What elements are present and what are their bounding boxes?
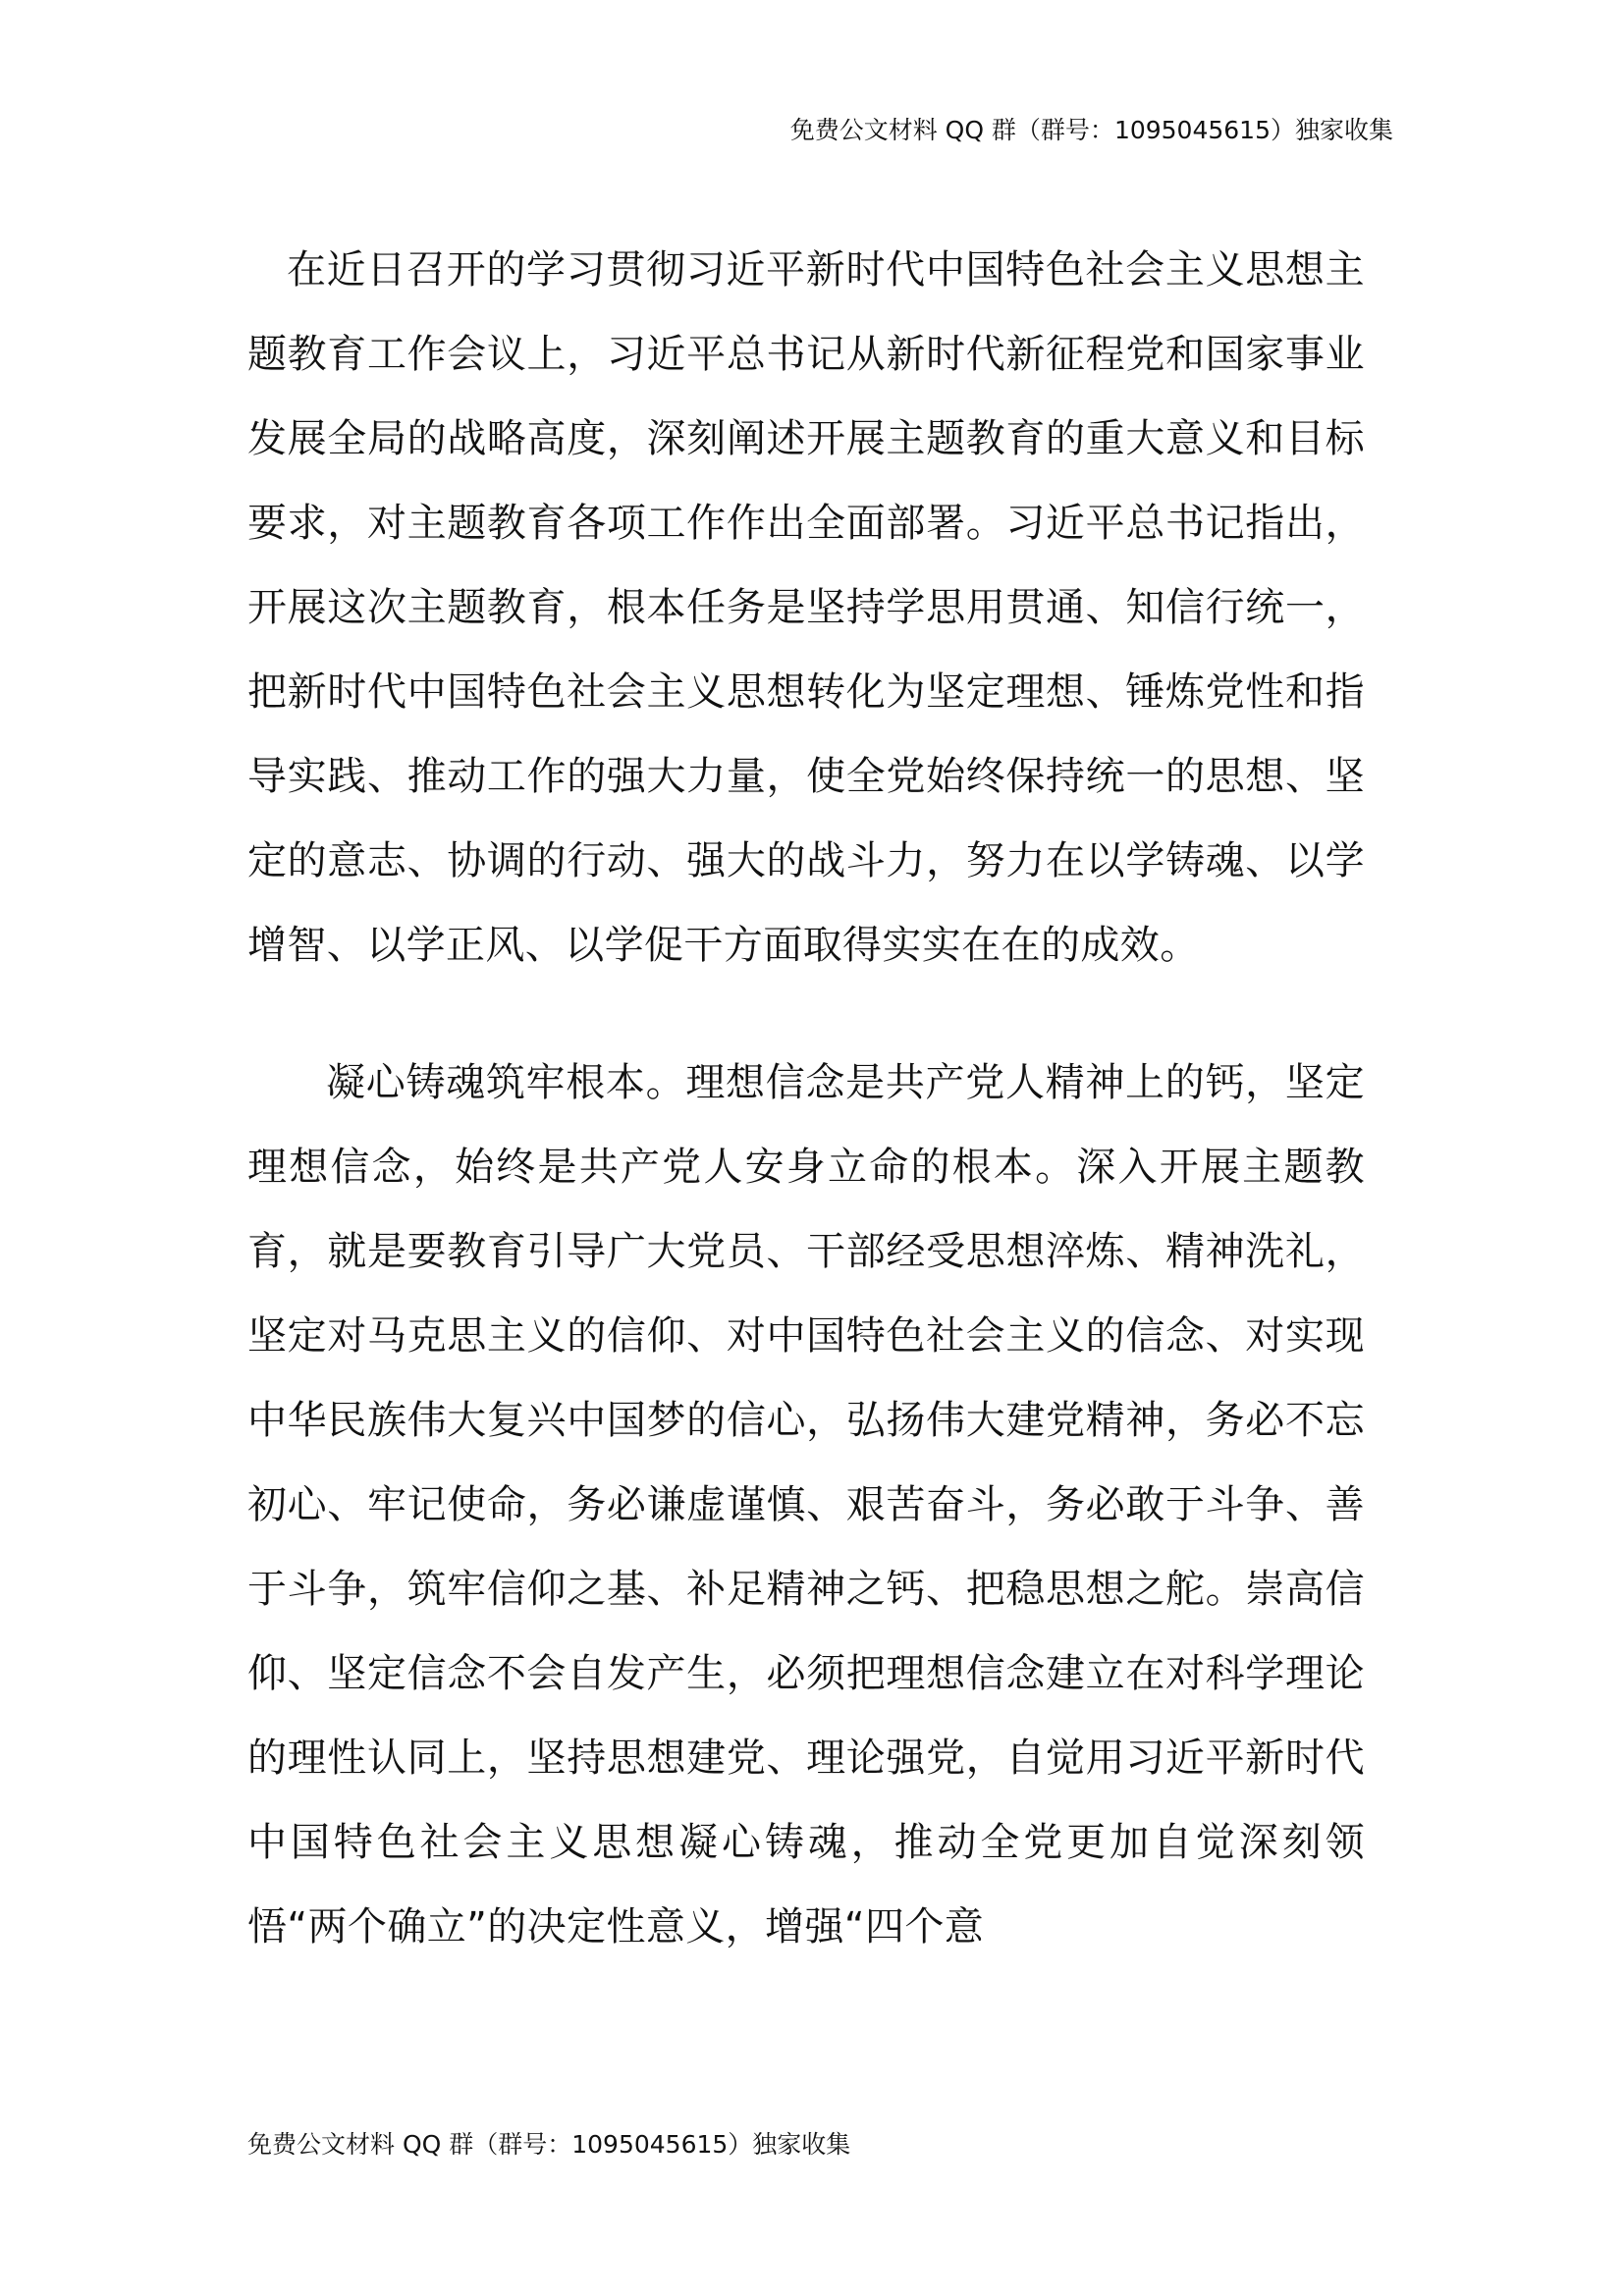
paragraph-section-1: 凝心铸魂筑牢根本。理想信念是共产党人精神上的钙，坚定理想信念，始终是共产党人安身立命的根本。深入开展主题教育，就是要教育引导广大党员、干部经受思想淬炼、精神洗礼，坚定对马克思主义的信仰、对中国特色社会主义的信念、对实现中华民族伟大复兴中国梦的信心，弘扬伟大建党精神，务必不忘初心、牢记使命，务必谦虚谨慎、艰苦奋斗，务必敢于斗争、善于斗争，筑牢信仰之基、补足精神之钙、把稳思想之舵。崇高信仰、坚定信念不会自发产生，必须把理想信念建立在对科学理论的理性认同上，坚持思想建党、理论强党，自觉用习近平新时代中国特色社会主义思想凝心铸魂，推动全党更加自觉深刻领悟“两个确立”的决定性意义，增强“四个意 — [247, 1060, 1365, 1949]
header-note: 免费公文材料 QQ 群（群号：1095045615）独家收集 — [789, 116, 1393, 144]
footer-note: 免费公文材料 QQ 群（群号：1095045615）独家收集 — [247, 2130, 851, 2159]
paragraph-intro: 在近日召开的学习贯彻习近平新时代中国特色社会主义思想主题教育工作会议上，习近平总书记从新时代新征程党和国家事业发展全局的战略高度，深刻阐述开展主题教育的重大意义和目标要求，对主题教育各项工作作出全面部署。习近平总书记指出，开展这次主题教育，根本任务是坚持学思用贯通、知信行统一，把新时代中国特色社会主义思想转化为坚定理想、锤炼党性和指导实践、推动工作的强大力量，使全党始终保持统一的思想、坚定的意志、协调的行动、强大的战斗力，努力在以学铸魂、以学增智、以学正风、以学促干方面取得实实在在的成效。 — [247, 247, 1365, 968]
document-body — [247, 228, 1365, 1969]
